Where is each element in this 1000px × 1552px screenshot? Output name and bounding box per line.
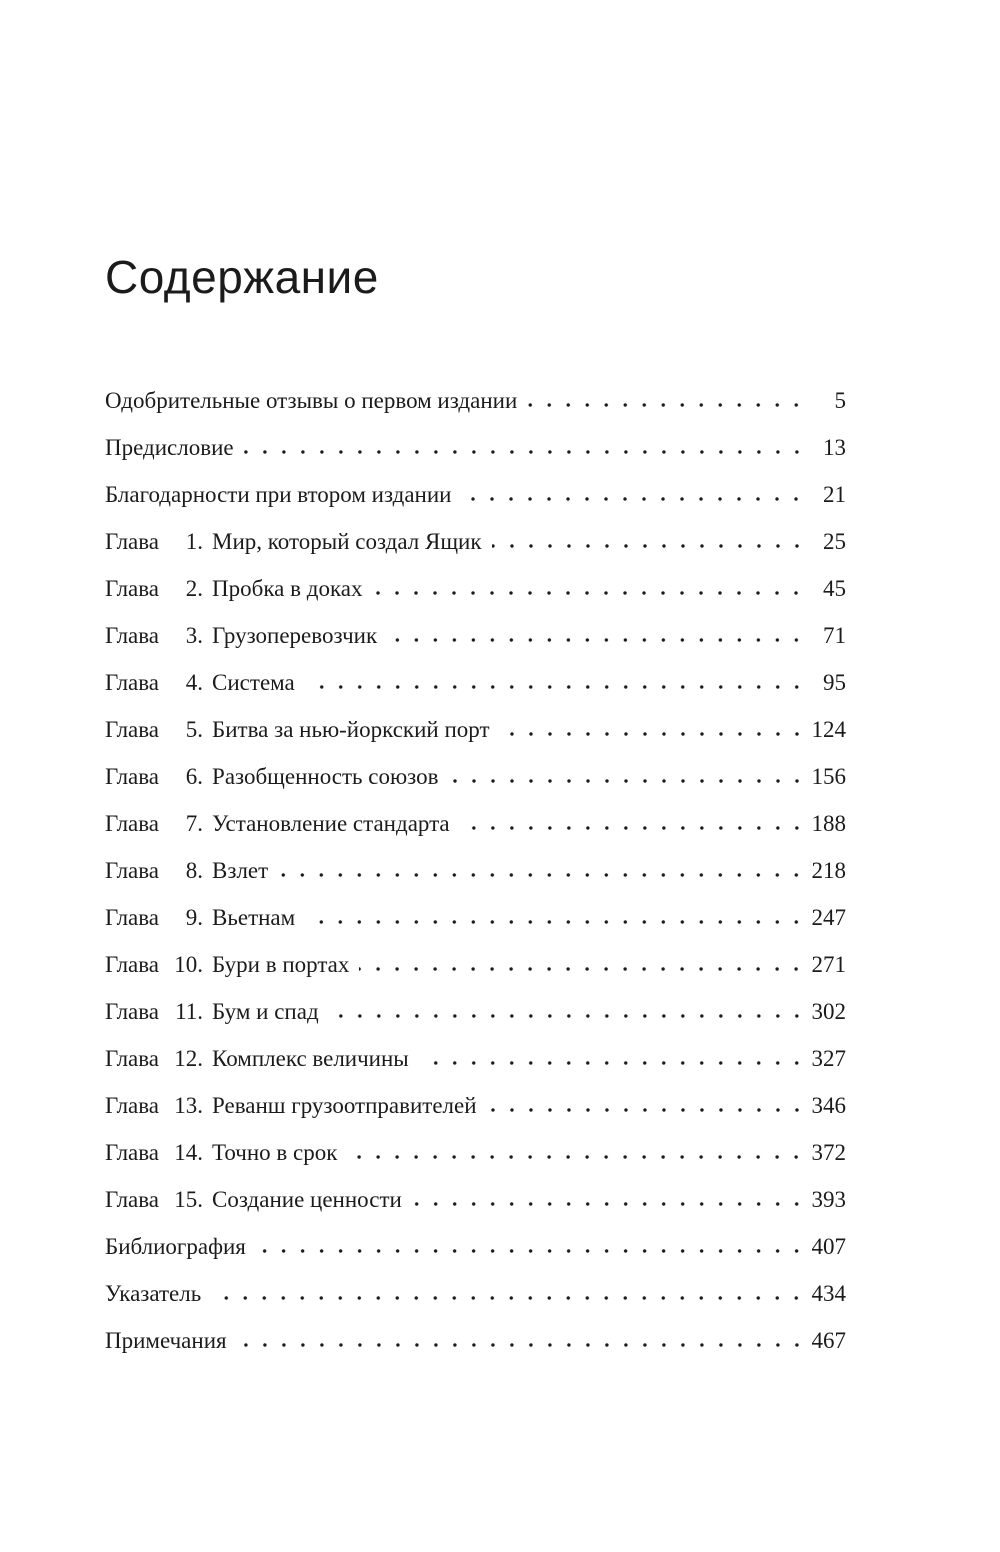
entry-title: Взлет: [212, 857, 269, 883]
dot-leader: [256, 1248, 806, 1254]
toc-entry: [105, 1327, 846, 1355]
toc-entry: [105, 1045, 846, 1073]
dot-leader: [278, 872, 806, 878]
entry-page-number: 25: [823, 528, 846, 554]
chapter-number: 12.: [174, 1045, 204, 1071]
entry-title: Одобрительные отзывы о первом издании: [105, 387, 518, 413]
entry-title: Библиография: [105, 1233, 246, 1259]
toc-entry: [105, 669, 846, 697]
entry-page-number: 346: [811, 1092, 846, 1118]
entry-page-number: 271: [811, 951, 846, 977]
chapter-prefix: Глава: [105, 622, 160, 648]
entry-title: Комплекс величины: [212, 1045, 409, 1071]
dot-leader: [449, 778, 807, 784]
entry-page-number: 45: [823, 575, 846, 601]
entry-title: Битва за нью-йоркский порт: [212, 716, 490, 742]
toc-entry: [105, 763, 846, 791]
dot-leader: [347, 1154, 806, 1160]
dot-leader: [527, 402, 806, 408]
entry-page-number: 372: [811, 1139, 846, 1165]
entry-page-number: 71: [823, 622, 846, 648]
chapter-prefix: Глава: [105, 810, 160, 836]
chapter-prefix: Глава: [105, 1186, 160, 1212]
page-title: Содержание: [105, 251, 379, 303]
entry-page-number: 434: [811, 1280, 846, 1306]
dot-leader: [492, 543, 806, 549]
dot-leader: [372, 590, 806, 596]
dot-leader: [460, 825, 806, 831]
entry-page-number: 124: [811, 716, 846, 742]
dot-leader: [305, 684, 806, 690]
toc-entry: [105, 904, 846, 932]
dot-leader: [244, 449, 806, 455]
toc-entry: [105, 1139, 846, 1167]
entry-page-number: 188: [811, 810, 846, 836]
dot-leader: [387, 637, 806, 643]
dot-leader: [487, 1107, 806, 1113]
chapter-prefix: Глава: [105, 951, 160, 977]
chapter-number: 9.: [185, 904, 204, 930]
entry-page-number: 95: [823, 669, 846, 695]
entry-title: Примечания: [105, 1327, 227, 1353]
chapter-number: 10.: [174, 951, 204, 977]
entry-page-number: 156: [811, 763, 846, 789]
toc-entry: [105, 481, 846, 509]
dot-leader: [419, 1060, 806, 1066]
chapter-number: 5.: [185, 716, 204, 742]
chapter-number: 15.: [174, 1186, 204, 1212]
entry-title: Бури в портах: [212, 951, 350, 977]
entry-page-number: 247: [811, 904, 846, 930]
dot-leader: [461, 496, 806, 502]
toc-entry: [105, 857, 846, 885]
entry-title: Система: [212, 669, 295, 695]
chapter-number: 4.: [185, 669, 204, 695]
dot-leader: [500, 731, 806, 737]
entry-page-number: 21: [823, 481, 846, 507]
chapter-prefix: Глава: [105, 716, 160, 742]
chapter-prefix: Глава: [105, 669, 160, 695]
entry-page-number: 13: [823, 434, 846, 460]
chapter-number: 13.: [174, 1092, 204, 1118]
entry-title: Мир, который создал Ящик: [212, 528, 482, 554]
chapter-prefix: Глава: [105, 528, 160, 554]
entry-title: Бум и спад: [212, 998, 319, 1024]
entry-title: Создание ценности: [212, 1186, 402, 1212]
chapter-number: 11.: [175, 998, 204, 1024]
chapter-number: 1.: [185, 528, 204, 554]
dot-leader: [211, 1295, 806, 1301]
chapter-number: 8.: [185, 857, 204, 883]
entry-page-number: 467: [811, 1327, 846, 1353]
dot-leader: [237, 1342, 806, 1348]
chapter-prefix: Глава: [105, 998, 160, 1024]
toc-entry: [105, 622, 846, 650]
chapter-prefix: Глава: [105, 904, 160, 930]
toc-entry: [105, 1233, 846, 1261]
chapter-prefix: Глава: [105, 763, 160, 789]
toc-entry: [105, 1280, 846, 1308]
toc-entry: [105, 387, 846, 415]
chapter-prefix: Глава: [105, 1045, 160, 1071]
toc-list: [105, 387, 846, 1355]
toc-entry: [105, 998, 846, 1026]
entry-page-number: 407: [811, 1233, 846, 1259]
chapter-prefix: Глава: [105, 857, 160, 883]
entry-page-number: 327: [811, 1045, 846, 1071]
dot-leader: [305, 919, 806, 925]
entry-title: Благодарности при втором издании: [105, 481, 452, 507]
entry-title: Грузоперевозчик: [212, 622, 378, 648]
entry-title: Указатель: [105, 1280, 202, 1306]
chapter-number: 6.: [185, 763, 204, 789]
dot-leader: [359, 966, 806, 972]
chapter-number: 14.: [174, 1139, 204, 1165]
toc-entry: [105, 434, 846, 462]
toc-entry: [105, 1186, 846, 1214]
entry-title: Реванш грузоотправителей: [212, 1092, 477, 1118]
entry-title: Предисловие: [105, 434, 234, 460]
toc-entry: [105, 1092, 846, 1120]
entry-page-number: 5: [834, 387, 846, 413]
toc-entry: [105, 951, 846, 979]
chapter-number: 2.: [185, 575, 204, 601]
entry-page-number: 218: [811, 857, 846, 883]
chapter-prefix: Глава: [105, 575, 160, 601]
entry-title: Точно в срок: [212, 1139, 338, 1165]
entry-title: Вьетнам: [212, 904, 296, 930]
toc-entry: [105, 716, 846, 744]
chapter-number: 3.: [185, 622, 204, 648]
toc-entry: [105, 528, 846, 556]
entry-title: Установление стандарта: [212, 810, 450, 836]
chapter-prefix: Глава: [105, 1139, 160, 1165]
entry-page-number: 393: [811, 1186, 846, 1212]
entry-page-number: 302: [811, 998, 846, 1024]
dot-leader: [412, 1201, 806, 1207]
dot-leader: [329, 1013, 806, 1019]
toc-entry: [105, 810, 846, 838]
chapter-number: 7.: [185, 810, 204, 836]
entry-title: Разобщенность союзов: [212, 763, 439, 789]
chapter-prefix: Глава: [105, 1092, 160, 1118]
entry-title: Пробка в доках: [212, 575, 363, 601]
toc-entry: [105, 575, 846, 603]
